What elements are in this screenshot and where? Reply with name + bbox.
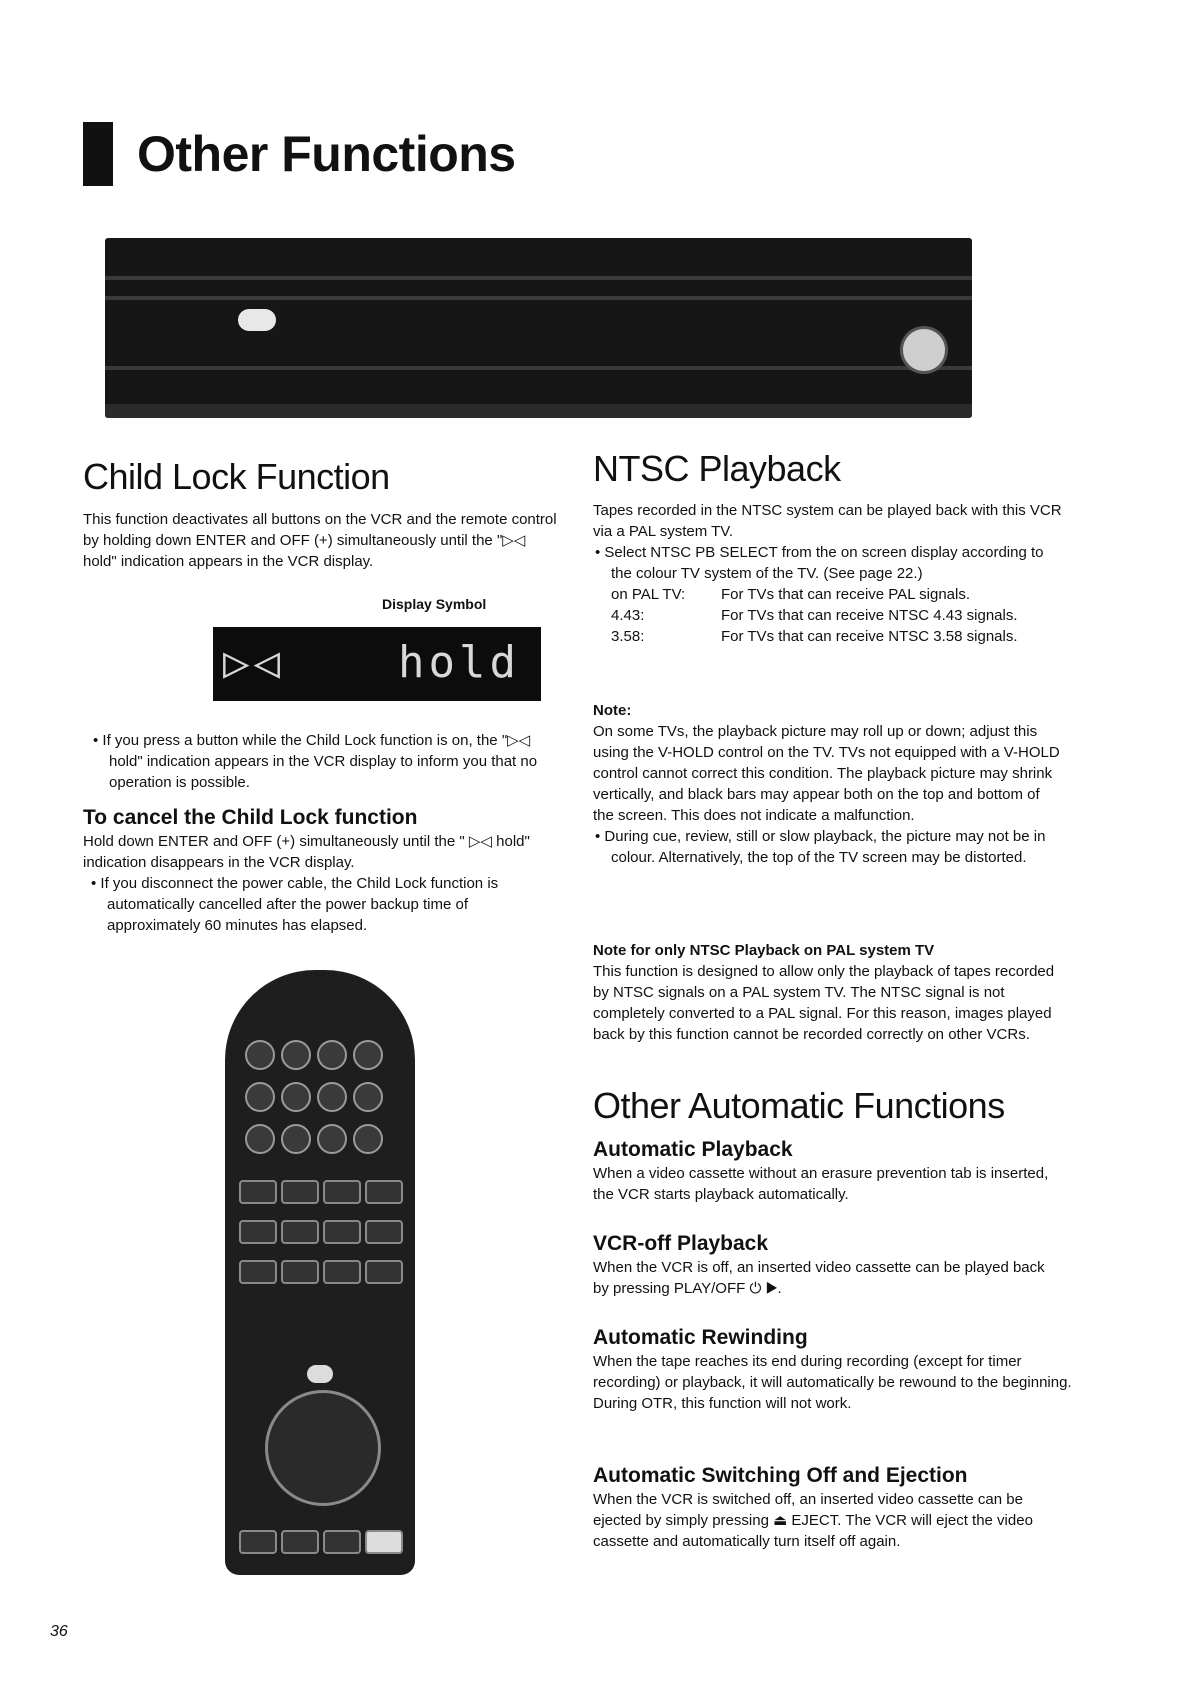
ntsc-body — [593, 500, 1063, 647]
pal-note-text: This function is designed to allow only the playback of tapes recorded by NTSC signals on a PAL system TV. The NTSC signal is not completely converted to a PAL signal. For this reason, images played back by this function cannot be recorded correctly on other VCRs. — [593, 963, 1055, 1043]
table-row — [611, 584, 1018, 605]
child-lock-bullet-text: • If you press a button while the Child Lock function is on, the "▷◁ hold" indication appears in the VCR display to inform you that no operation is possible. — [93, 732, 538, 791]
auto-playback-body — [593, 1163, 1063, 1205]
ntsc-settings-table — [611, 584, 1018, 647]
auto-playback-heading: Automatic Playback — [593, 1138, 793, 1161]
table-row — [611, 605, 1018, 626]
pal-note — [593, 940, 1063, 1045]
auto-switch-off-text: When the VCR is switched off, an inserted video cassette can be ejected by simply pressing ⏏ EJECT. The VCR will eject the video cassette and automatically turn itself off again. — [593, 1491, 1033, 1550]
display-symbol-panel — [213, 627, 541, 701]
remote-control-image — [225, 970, 415, 1575]
off-plus-button-icon — [365, 1530, 403, 1554]
ntsc-row-key: 3.58: — [611, 628, 645, 645]
vcr-button-icon — [238, 309, 276, 331]
vcr-front-panel-image — [105, 238, 972, 418]
vcr-off-playback-text: When the VCR is off, an inserted video cassette can be played back by pressing PLAY/OFF ⏻ ▶. — [593, 1259, 1045, 1297]
child-lock-intro — [83, 509, 563, 572]
auto-rewinding-heading: Automatic Rewinding — [593, 1326, 808, 1349]
ntsc-heading: NTSC Playback — [593, 448, 841, 489]
vcr-off-playback-body — [593, 1257, 1063, 1299]
child-lock-heading: Child Lock Function — [83, 456, 390, 497]
vcr-jog-dial-icon — [900, 326, 948, 374]
display-symbol-label: Display Symbol — [382, 596, 487, 612]
pal-note-heading: Note for only NTSC Playback on PAL system TV — [593, 942, 935, 959]
child-lock-bullet — [93, 730, 563, 793]
ntsc-intro: Tapes recorded in the NTSC system can be played back with this VCR via a PAL system TV. — [593, 502, 1062, 540]
ntsc-note-text: On some TVs, the playback picture may roll up or down; adjust this using the V-HOLD control on the TV. TVs not equipped with a V-HOLD control cannot correct this condition. The playback picture may shrink vertically, and black bars may appear both on the top and bottom of the screen. This does not indicate a malfunction. — [593, 723, 1060, 824]
vcr-off-playback-heading: VCR-off Playback — [593, 1232, 769, 1255]
page-number: 36 — [50, 1623, 68, 1640]
child-lock-intro-text: This function deactivates all buttons on the VCR and the remote control by holding down ENTER and OFF (+) simultaneously until the "▷◁ hold" indication appears in the VCR display. — [83, 511, 557, 570]
ntsc-row-key: 4.43: — [611, 607, 645, 624]
ntsc-row-value: For TVs that can receive NTSC 3.58 signals. — [721, 628, 1018, 645]
page-title: Other Functions — [137, 126, 516, 182]
ntsc-bullet: • Select NTSC PB SELECT from the on screen display according to the colour TV system of the TV. (See page 22.) — [595, 544, 1044, 582]
ntsc-note-label: Note: — [593, 702, 632, 719]
cancel-child-lock-text: Hold down ENTER and OFF (+) simultaneously until the " ▷◁ hold" indication disappears in the VCR display. — [83, 833, 530, 871]
table-row — [611, 626, 1018, 647]
cancel-child-lock-bullet: • If you disconnect the power cable, the Child Lock function is automatically cancelled after the power backup time of approximately 60 minutes has elapsed. — [91, 875, 499, 934]
display-symbol-arrows: ▷◁ — [223, 637, 284, 688]
remote-dpad-icon — [265, 1390, 381, 1506]
auto-rewinding-text-2: During OTR, this function will not work. — [593, 1395, 852, 1412]
auto-switch-off-heading: Automatic Switching Off and Ejection — [593, 1464, 968, 1487]
ntsc-note-bullet: • During cue, review, still or slow playback, the picture may not be in colour. Alternatively, the top of the TV screen may be distorted. — [595, 828, 1046, 866]
ntsc-row-value: For TVs that can receive PAL signals. — [721, 586, 971, 603]
ntsc-note — [593, 700, 1063, 868]
cancel-child-lock-body — [83, 831, 563, 936]
ntsc-row-key: on PAL TV: — [611, 586, 686, 603]
cancel-child-lock-heading: To cancel the Child Lock function — [83, 806, 418, 829]
title-marker — [83, 122, 113, 186]
auto-switch-off-body — [593, 1489, 1063, 1552]
enter-button-icon — [307, 1365, 333, 1383]
other-auto-heading: Other Automatic Functions — [593, 1085, 1005, 1126]
auto-playback-text: When a video cassette without an erasure prevention tab is inserted, the VCR starts playback automatically. — [593, 1165, 1049, 1203]
ntsc-row-value: For TVs that can receive NTSC 4.43 signals. — [721, 607, 1018, 624]
auto-rewinding-text: When the tape reaches its end during recording (except for timer recording) or playback, it will automatically be rewound to the beginning. — [593, 1353, 1072, 1391]
display-symbol-hold: hold — [398, 637, 520, 688]
auto-rewinding-body — [593, 1351, 1083, 1414]
